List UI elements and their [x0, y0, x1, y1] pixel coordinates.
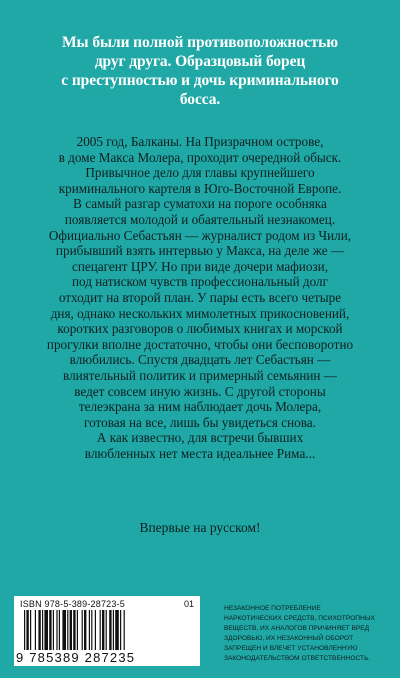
- synopsis-line: Привычное дело для главы крупнейшего: [85, 165, 315, 181]
- synopsis-line: криминального картеля в Юго-Восточной Европе.: [58, 180, 342, 196]
- barcode: [14, 596, 200, 666]
- headline-line: с преступностью и дочь криминального: [61, 72, 339, 89]
- tagline: Впервые на русском!: [139, 520, 261, 535]
- synopsis-line: 2005 год, Балканы. На Призрачном острове,: [76, 134, 324, 149]
- synopsis-line: дня, однако нескольких мимолетных прикосновений,: [50, 305, 350, 321]
- synopsis-line: прибывший взять интервью у Макса, на деле же —: [55, 243, 345, 259]
- synopsis-line: влюбленных нет места идеальнее Рима...: [84, 445, 316, 461]
- warning-line: НЕЗАКОННОЕ ПОТРЕБЛЕНИЕ: [224, 605, 321, 612]
- synopsis-line: А как известно, для встречи бывших: [96, 430, 304, 446]
- warning-line: НАРКОТИЧЕСКИХ СРЕДСТВ, ПСИХОТРОПНЫХ: [224, 615, 375, 623]
- synopsis-line: готовая на все, лишь бы увидеться снова.: [84, 414, 316, 430]
- synopsis-line: ведет совсем иную жизнь. С другой стороны: [74, 383, 326, 399]
- synopsis-line: прогулки вполне достаточно, чтобы они бесповоротно: [46, 336, 354, 352]
- isbn-label: ISBN 978-5-389-28723-5: [20, 599, 125, 609]
- barcode-bars: [24, 610, 192, 650]
- synopsis-line: в доме Макса Молера, проходит очередной обыск.: [58, 149, 342, 165]
- synopsis-line: Официально Себастьян — журналист родом из Чили,: [48, 227, 352, 243]
- warning-line: ВЕЩЕСТВ, ИХ АНАЛОГОВ ПРИЧИНЯЕТ ВРЕД: [224, 625, 370, 633]
- headline-line: Мы были полной противоположностью: [62, 34, 338, 51]
- warning-line: ЗАПРЕЩЕН И ВЛЕЧЕТ УСТАНОВЛЕННУЮ: [224, 645, 358, 653]
- barcode-number: 9 785389 287235: [16, 650, 136, 665]
- drug-warning: [224, 604, 396, 665]
- synopsis-line: влиятельный политик и примерный семьянин —: [63, 367, 337, 383]
- synopsis-line: В самый разгар суматохи на пороге особняка: [73, 196, 327, 212]
- isbn-suffix: 01: [183, 599, 194, 609]
- synopsis-line: появляется молодой и обаятельный незнакомец.: [64, 211, 336, 227]
- headline-line: друг друга. Образцовый борец: [94, 53, 306, 70]
- synopsis-line: под натиском чувств профессиональный долг: [71, 274, 329, 290]
- headline: [40, 33, 360, 109]
- synopsis-line: телеэкрана за ним наблюдает дочь Молера,: [78, 399, 322, 415]
- synopsis-line: спецагент ЦРУ. Но при виде дочери мафиози,: [71, 258, 328, 274]
- synopsis: [22, 134, 378, 461]
- synopsis-line: отходит на второй план. У пары есть всего четыре: [58, 289, 342, 305]
- warning-line: ЗДОРОВЬЮ, ИХ НЕЗАКОННЫЙ ОБОРОТ: [224, 635, 354, 643]
- headline-line: босса.: [179, 91, 221, 108]
- synopsis-line: коротких разговоров о любимых книгах и морской: [57, 321, 343, 337]
- synopsis-line: влюбились. Спустя двадцать лет Себастьян —: [69, 352, 331, 368]
- warning-line: ЗАКОНОДАТЕЛЬСТВОМ ОТВЕТСТВЕННОСТЬ.: [224, 655, 371, 663]
